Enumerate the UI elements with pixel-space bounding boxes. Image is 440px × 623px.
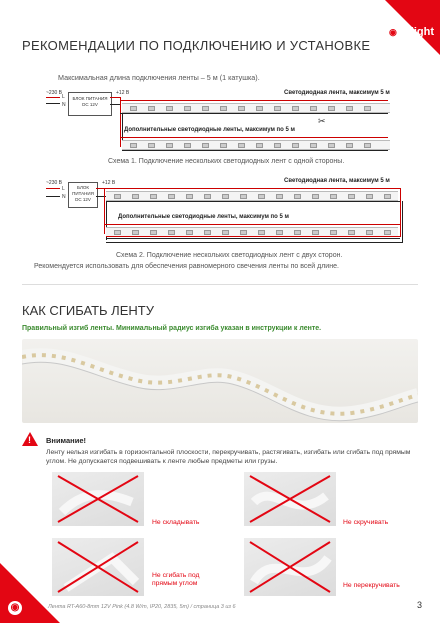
led-chip [328,106,335,111]
logo-mark-icon: ◉ [388,26,397,37]
d1-psu-label: БЛОК ПИТАНИЯ [72,96,108,101]
led-chip [202,106,209,111]
led-chip [330,230,337,235]
led-chip [186,194,193,199]
d2-caption: Схема 2. Подключение нескольких светодиодных лент с двух сторон. [116,252,343,259]
d2-extra-strip-label: Дополнительные светодиодные ленты, максимум по 5 м [118,214,289,220]
cross-icon [52,538,144,596]
d1-voltage-out: +12 В [116,90,130,96]
d1-main-strip [122,103,390,113]
led-chip [276,194,283,199]
d1-extra-strip-label: Дополнительные светодиодные ленты, максимум по 5 м [124,127,295,133]
led-chip [202,143,209,148]
cross-icon [244,538,336,596]
led-chip [222,230,229,235]
led-chip [274,143,281,148]
led-chip [204,194,211,199]
section-title-connection: РЕКОМЕНДАЦИИ ПО ПОДКЛЮЧЕНИЮ И УСТАНОВКЕ [22,38,371,53]
d1-voltage-in: ~230 В [46,90,62,96]
tile-no-right-angle [52,538,144,596]
led-chip [220,143,227,148]
section-title-bending: КАК СГИБАТЬ ЛЕНТУ [22,303,154,318]
led-chip [114,194,121,199]
led-chip [240,230,247,235]
warning-title: Внимание! [46,436,86,445]
tile-no-twist [244,472,336,526]
cross-icon [244,472,336,526]
footer-text: Лента RT-A60-8mm 12V Pink (4.8 W/m, IP20, 2835, 5m) / страница 3 из 6 [48,604,236,610]
cross-icon [52,472,144,526]
led-chip [366,230,373,235]
led-chip [310,143,317,148]
d2-power-supply [68,182,98,208]
d1-l-terminal: L [62,94,65,100]
led-chip [348,230,355,235]
brand-mark-icon: ◉ [8,601,22,615]
led-chip [148,106,155,111]
d1-extra-strip [122,140,390,150]
led-chip [148,143,155,148]
logo-text: arlight [400,26,434,38]
d1-caption: Схема 1. Подключение нескольких светодиодных лент с одной стороны. [108,158,345,165]
led-chip [168,194,175,199]
led-chip [166,106,173,111]
led-chip [258,230,265,235]
led-chip [150,194,157,199]
led-chip [384,230,391,235]
page-number: 3 [416,600,422,610]
scissors-icon: ✂ [318,116,326,126]
led-chip [238,106,245,111]
led-chip [132,230,139,235]
led-chip [330,194,337,199]
warning-text: Ленту нельзя изгибать в горизонтальной плоскости, перекручивать, растягивать, изгибать или сгибать под прямым углом. Не допускается подвешивать к ленте любые предметы или грузы. [46,449,411,465]
proper-bend-photo [22,339,418,423]
led-chip [384,194,391,199]
proper-bend-note: Правильный изгиб ленты. Минимальный радиус изгиба указан в инструкции к ленте. [22,325,322,332]
led-chip [132,194,139,199]
d2-psu-dc: DC 12V [75,197,91,202]
section-divider [22,284,418,285]
tile-no-twist-label: Не скручивать [343,519,389,526]
led-chip [312,194,319,199]
led-chip [312,230,319,235]
led-chip [294,230,301,235]
d1-power-supply [68,92,112,116]
led-chip [364,143,371,148]
led-chip [150,230,157,235]
led-chip [294,194,301,199]
led-chip [238,143,245,148]
led-chip [258,194,265,199]
bent-strip-image [22,339,418,423]
d2-recommend: Рекомендуется использовать для обеспечения равномерного свечения ленты по всей длине. [34,263,339,270]
d2-main-strip-label: Светодиодная лента, максимум 5 м [284,178,390,184]
led-chip [130,143,137,148]
led-chip [186,230,193,235]
led-chip [292,106,299,111]
max-length-note: Максимальная длина подключения ленты – 5 м (1 катушка). [58,73,260,82]
led-chip [130,106,137,111]
d2-main-strip [106,191,398,201]
d2-n-terminal: N [62,194,66,200]
led-chip [292,143,299,148]
d2-voltage-out: +12 В [102,180,116,186]
brand-logo [387,26,434,38]
led-chip [256,106,263,111]
led-chip [346,143,353,148]
led-chip [274,106,281,111]
led-chip [240,194,247,199]
led-chip [204,230,211,235]
led-chip [348,194,355,199]
d1-n-terminal: N [62,102,66,108]
led-chip [220,106,227,111]
d2-l-terminal: L [62,186,65,192]
led-chip [276,230,283,235]
d2-psu-label: БЛОК ПИТАНИЯ [72,185,94,196]
led-chip [328,143,335,148]
led-chip [346,106,353,111]
tile-no-overtwist [244,538,336,596]
tile-no-fold-label: Не складывать [152,519,200,526]
led-chip [364,106,371,111]
led-chip [166,143,173,148]
corner-decoration-bottom [0,563,60,623]
d2-voltage-in: ~230 В [46,180,62,186]
led-chip [114,230,121,235]
led-chip [310,106,317,111]
led-chip [184,106,191,111]
led-chip [366,194,373,199]
led-chip [168,230,175,235]
tile-no-right-angle-label: Не сгибать под прямым углом [152,572,200,587]
d1-psu-dc: DC 12V [82,102,98,107]
tile-no-fold [52,472,144,526]
tile-no-overtwist-label: Не перекручивать [343,582,400,589]
led-chip [222,194,229,199]
led-chip [256,143,263,148]
d1-main-strip-label: Светодиодная лента, максимум 5 м [284,90,390,96]
led-chip [184,143,191,148]
